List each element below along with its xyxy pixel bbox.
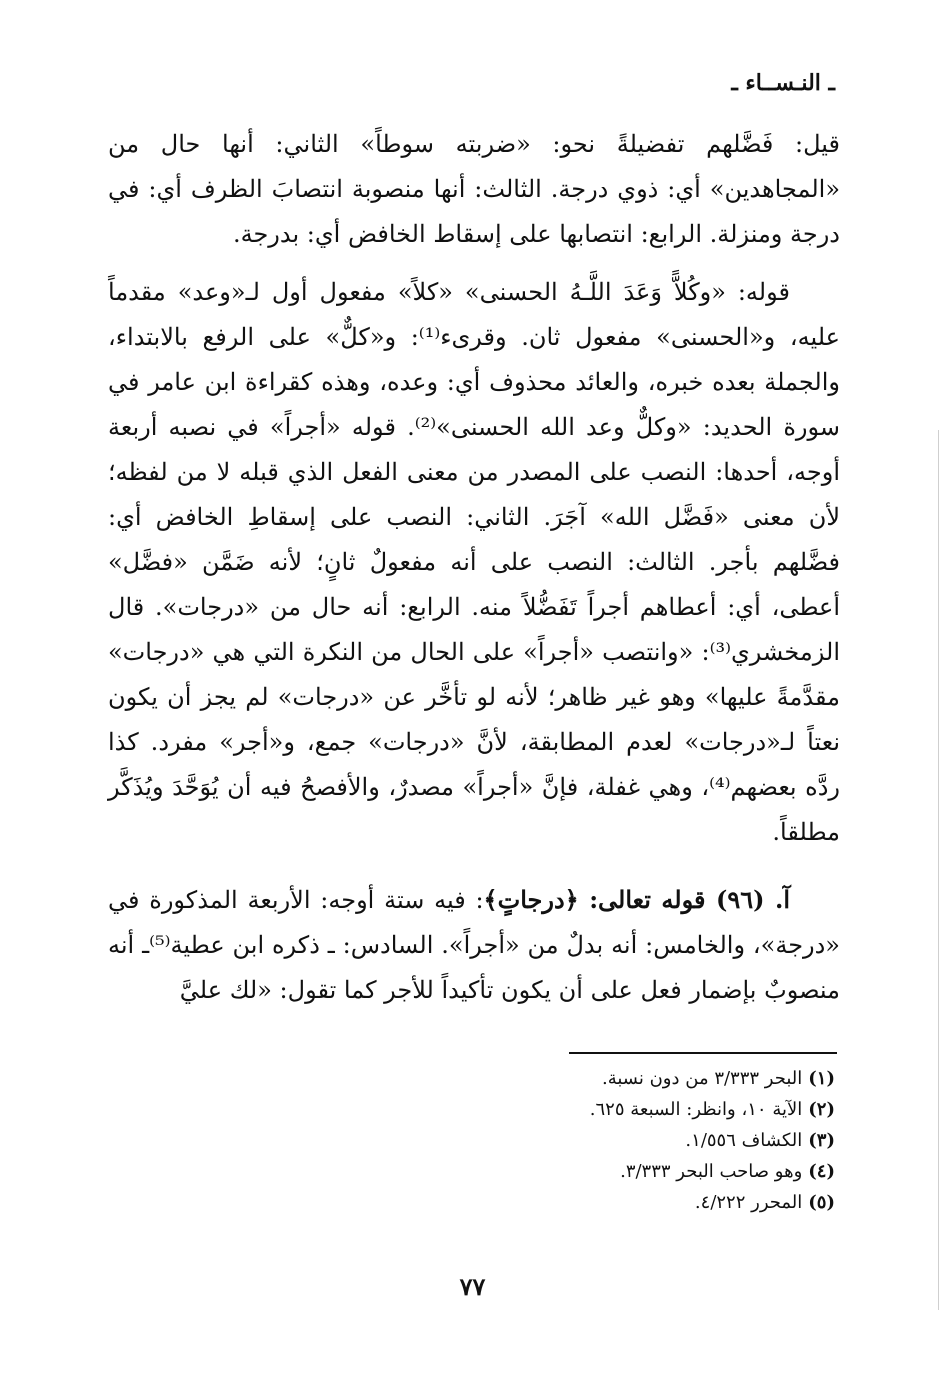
page-edge-line (938, 430, 939, 1310)
footnote-number: (٢) (808, 1099, 835, 1120)
footnote (235, 1125, 835, 1156)
footnote-separator (569, 1052, 837, 1054)
running-header: ـ النـســاء ـ (731, 70, 835, 96)
paragraph-text: قيل: فَضَّلهم تفضيلةً نحو: «ضربته سوطاً» الثاني: أنها حال من «المجاهدين» أي: ذوي درجة. الثالث: أنها منصوبة انتصابَ الظرف أي: في درجة ومنزلة. الرابع: انتصابها على إسقاط الخافض أي: بدرجة. (108, 130, 840, 248)
page-number: ٧٧ (459, 1272, 486, 1301)
footnote (235, 1187, 835, 1218)
footnote-number: (١) (808, 1068, 835, 1089)
footnote-text: البحر ٣/٣٣٣ من دون نسبة. (602, 1068, 803, 1089)
footnote-text: الآية ١٠، وانظر: السبعة ٦٢٥. (589, 1099, 803, 1120)
footnote-number: (٥) (808, 1192, 835, 1213)
footnote (235, 1156, 835, 1187)
footnote-text: وهو صاحب البحر ٣/٣٣٣. (620, 1161, 803, 1182)
footnotes-list (235, 1063, 835, 1218)
footnote (235, 1063, 835, 1094)
paragraph-text: : فيه ستة أوجه: الأربعة المذكورة في «درجة»، والخامس: أنه بدلٌ من «أجراً». السادس: ـ ذكره ابن عطية⁽⁵⁾ـ أنه منصوبٌ بإضمار فعل على أن يكون تأكيداً للأجر كما تقول: «لك عليَّ (108, 886, 840, 1004)
footnote-number: (٤) (808, 1161, 835, 1182)
footnote-text: الكشاف ١/٥٥٦. (685, 1130, 803, 1151)
paragraph (108, 270, 840, 855)
footnote (235, 1094, 835, 1125)
footnote-number: (٣) (808, 1130, 835, 1151)
main-text (108, 122, 840, 1013)
verse-reference: آ. (٩٦) قوله تعالى: ﴿درجاتٍ﴾ (483, 885, 790, 914)
paragraph-text: قوله: «وكُلاًّ وَعَدَ اللَّـهُ الحسنى» «كلاً» مفعول أول لـ«وعد» مقدماً عليه، و«الحسنى» مفعول ثان. وقرىء⁽¹⁾: و«كلٌّ» على الرفع بالابتداء، والجملة بعده خبره، والعائد محذوف أي: وعده، وهذه كقراءة ابن عامر في سورة الحديد: «وكلٌّ وعد الله الحسنى»⁽²⁾. قوله «أجراً» في نصبه أربعة أوجه، أحدها: النصب على المصدر من معنى الفعل الذي قبله لا من لفظه؛ لأن معنى «فَضَّل الله» آجَرَ. الثاني: النصب على إسقاطِ الخافض أي: فضَّلهم بأجر. الثالث: النصب على أنه مفعولٌ ثانٍ؛ لأنه ضَمَّن «فضَّل» أعطى، أي: أعطاهم أجراً تَفَضُّلاً منه. الرابع: أنه حال من «درجات». قال الزمخشري⁽³⁾: «وانتصب «أجراً» على الحال من النكرة التي هي «درجات» مقدَّمةً عليها» وهو غير ظاهر؛ لأنه لو تأخَّر عن «درجات» لم يجز أن يكون نعتاً لـ«درجات» لعدم المطابقة، لأنَّ «درجات» جمع، و«أجر» مفرد. كذا ردَّه بعضهم⁽⁴⁾، وهي غفلة، فإنَّ «أجراً» مصدرٌ، والأفصحُ فيه أن يُوَحَّدَ ويُذَكَّر مطلقاً. (108, 278, 841, 846)
paragraph (108, 122, 840, 257)
footnote-text: المحرر ٤/٢٢٢. (694, 1192, 803, 1213)
paragraph (108, 877, 840, 1013)
